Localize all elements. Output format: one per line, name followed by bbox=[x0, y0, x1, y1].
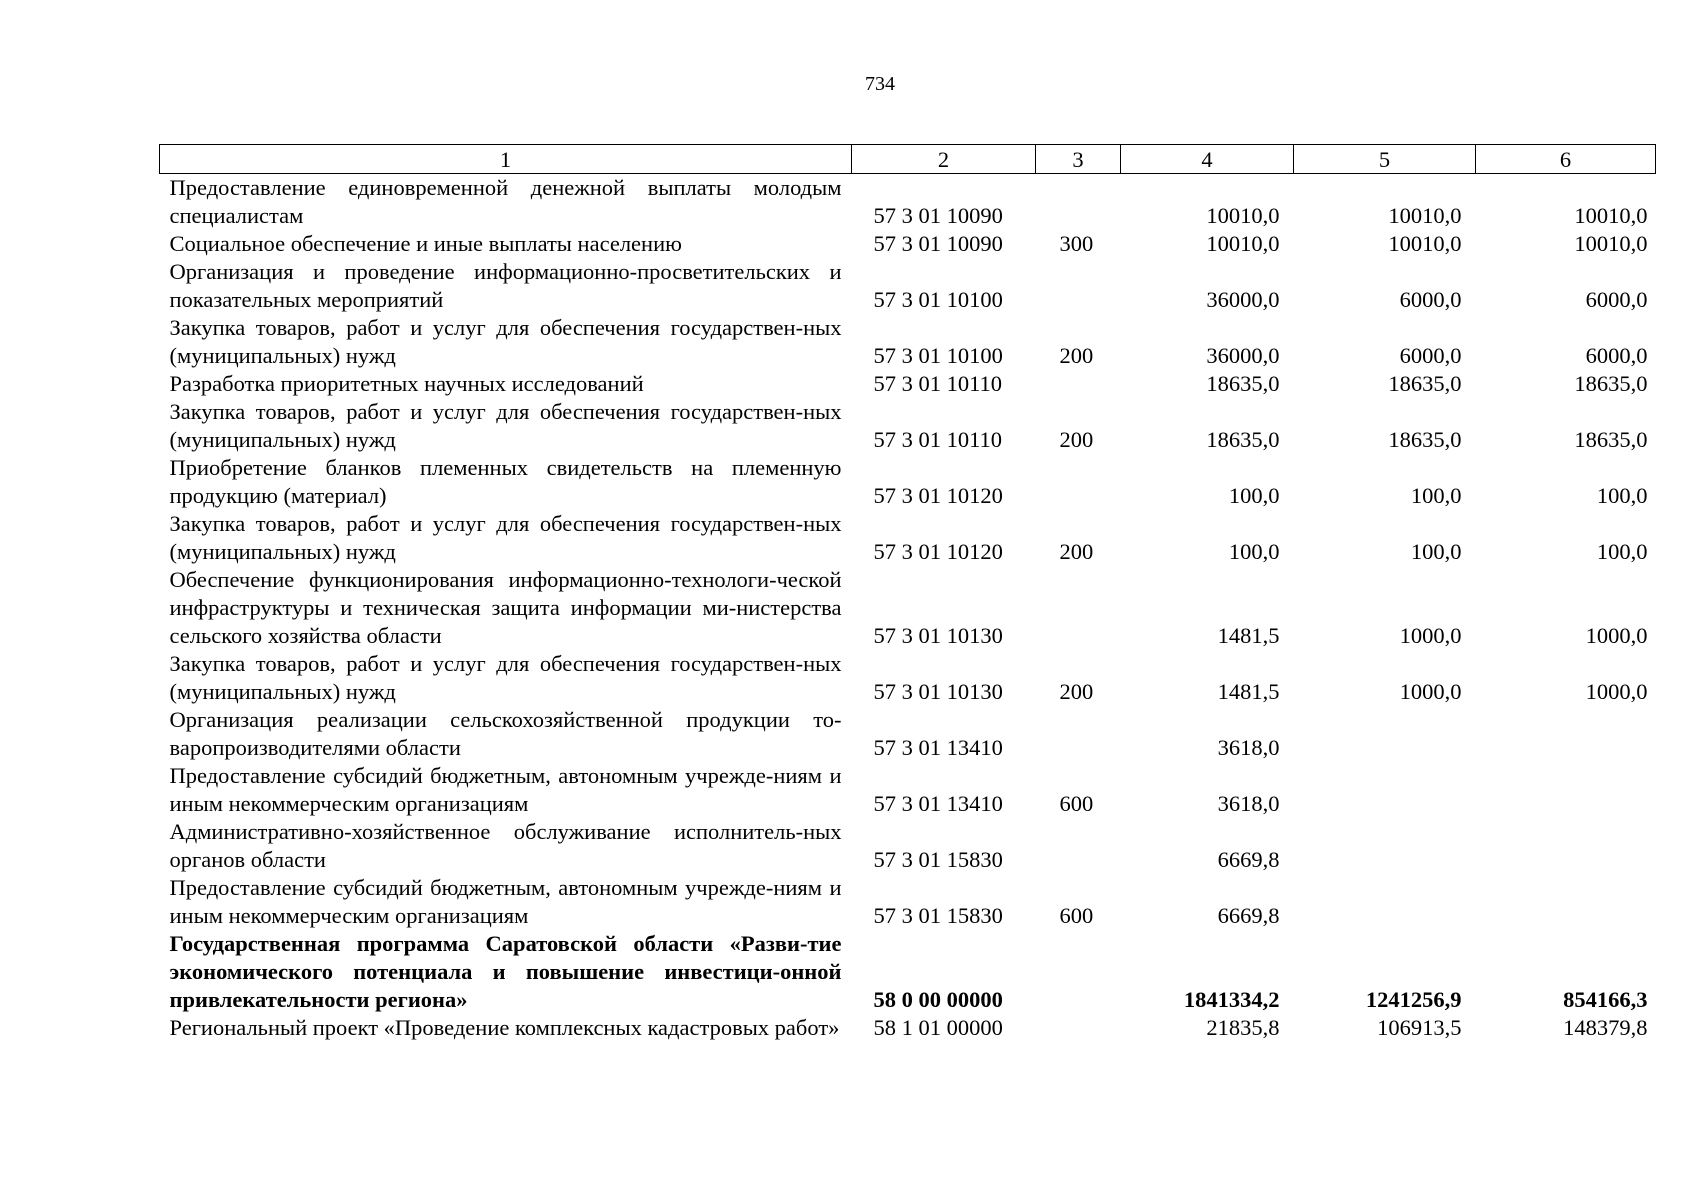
table-row bbox=[160, 230, 1656, 258]
row-amount-col5-cell bbox=[1294, 706, 1476, 762]
row-amount-col6-cell bbox=[1476, 706, 1656, 762]
table-row bbox=[160, 510, 1656, 566]
row-expense-type-cell bbox=[1036, 1014, 1121, 1042]
row-code-cell: 57 3 01 15830 bbox=[873, 847, 1003, 872]
row-amount-col6-cell: 10010,0 bbox=[1574, 231, 1648, 256]
column-header-6: 6 bbox=[1476, 145, 1656, 174]
row-name-cell: Закупка товаров, работ и услуг для обеспечения государствен-ных (муниципальных) нужд bbox=[169, 651, 842, 704]
row-expense-type-cell: 300 bbox=[1059, 231, 1094, 256]
row-amount-col6-cell: 854166,3 bbox=[1563, 987, 1648, 1012]
row-code-cell: 57 3 01 10090 bbox=[873, 231, 1003, 256]
row-name-cell: Государственная программа Саратовской области «Разви-тие экономического потенциала и повышение инвестици-онной привлекательности региона» bbox=[169, 931, 842, 1012]
table-row bbox=[160, 818, 1656, 874]
row-name-cell: Обеспечение функционирования информационно-технологи-ческой инфраструктуры и техническая защита информации ми-нистерства сельского хозяйства области bbox=[169, 567, 842, 648]
row-amount-col4-cell: 21835,8 bbox=[1206, 1015, 1280, 1040]
row-name-cell: Социальное обеспечение и иные выплаты населению bbox=[169, 231, 682, 256]
row-amount-col6-cell: 1000,0 bbox=[1585, 623, 1648, 648]
row-amount-col6-cell: 18635,0 bbox=[1574, 427, 1648, 452]
row-expense-type-cell: 600 bbox=[1059, 791, 1094, 816]
row-name-cell: Предоставление субсидий бюджетным, автономным учрежде-ниям и иным некоммерческим организациям bbox=[169, 763, 842, 816]
row-amount-col6-cell: 6000,0 bbox=[1585, 343, 1648, 368]
row-amount-col4-cell: 10010,0 bbox=[1206, 231, 1280, 256]
row-amount-col4-cell: 1481,5 bbox=[1217, 679, 1280, 704]
row-expense-type-cell: 200 bbox=[1059, 427, 1094, 452]
row-amount-col6-cell bbox=[1476, 818, 1656, 874]
row-expense-type-cell: 600 bbox=[1059, 903, 1094, 928]
row-expense-type-cell bbox=[1036, 930, 1121, 1014]
table-row bbox=[160, 174, 1656, 231]
table-header-row bbox=[160, 145, 1656, 174]
row-amount-col5-cell: 100,0 bbox=[1410, 539, 1462, 564]
table-row bbox=[160, 1014, 1656, 1042]
column-header-2: 2 bbox=[852, 145, 1036, 174]
table-row bbox=[160, 762, 1656, 818]
row-amount-col5-cell bbox=[1294, 762, 1476, 818]
row-name-cell: Административно-хозяйственное обслуживание исполнитель-ных органов области bbox=[169, 819, 842, 872]
table-row bbox=[160, 706, 1656, 762]
table-body bbox=[160, 174, 1656, 1043]
row-amount-col6-cell bbox=[1476, 762, 1656, 818]
row-expense-type-cell: 200 bbox=[1059, 539, 1094, 564]
row-name-cell: Закупка товаров, работ и услуг для обеспечения государствен-ных (муниципальных) нужд bbox=[169, 399, 842, 452]
table-row bbox=[160, 370, 1656, 398]
row-amount-col6-cell: 148379,8 bbox=[1563, 1015, 1648, 1040]
row-amount-col6-cell: 1000,0 bbox=[1585, 679, 1648, 704]
row-amount-col5-cell: 18635,0 bbox=[1388, 427, 1462, 452]
row-amount-col5-cell: 10010,0 bbox=[1388, 203, 1462, 228]
row-expense-type-cell bbox=[1036, 454, 1121, 510]
row-expense-type-cell bbox=[1036, 174, 1121, 231]
row-amount-col4-cell: 1481,5 bbox=[1217, 623, 1280, 648]
row-amount-col6-cell: 10010,0 bbox=[1574, 203, 1648, 228]
row-amount-col4-cell: 3618,0 bbox=[1217, 791, 1280, 816]
row-code-cell: 57 3 01 13410 bbox=[873, 735, 1003, 760]
row-amount-col6-cell: 18635,0 bbox=[1574, 371, 1648, 396]
table-row bbox=[160, 650, 1656, 706]
row-amount-col4-cell: 36000,0 bbox=[1206, 343, 1280, 368]
row-expense-type-cell: 200 bbox=[1059, 343, 1094, 368]
row-amount-col4-cell: 18635,0 bbox=[1206, 371, 1280, 396]
row-amount-col5-cell: 100,0 bbox=[1410, 483, 1462, 508]
row-code-cell: 57 3 01 10130 bbox=[873, 679, 1003, 704]
row-name-cell: Предоставление субсидий бюджетным, автономным учрежде-ниям и иным некоммерческим организациям bbox=[169, 875, 842, 928]
row-name-cell: Организация реализации сельскохозяйственной продукции то-варопроизводителями области bbox=[169, 707, 842, 760]
row-code-cell: 57 3 01 13410 bbox=[873, 791, 1003, 816]
row-code-cell: 57 3 01 10110 bbox=[873, 427, 1003, 452]
row-amount-col5-cell: 6000,0 bbox=[1399, 287, 1462, 312]
row-name-cell: Разработка приоритетных научных исследований bbox=[169, 371, 644, 396]
table-row bbox=[160, 398, 1656, 454]
table-row bbox=[160, 258, 1656, 314]
row-amount-col4-cell: 100,0 bbox=[1228, 483, 1280, 508]
row-amount-col5-cell bbox=[1294, 818, 1476, 874]
row-amount-col5-cell: 1000,0 bbox=[1399, 679, 1462, 704]
row-amount-col4-cell: 18635,0 bbox=[1206, 427, 1280, 452]
row-amount-col4-cell: 6669,8 bbox=[1217, 847, 1280, 872]
budget-table bbox=[159, 144, 1656, 1042]
row-code-cell: 57 3 01 10130 bbox=[873, 623, 1003, 648]
row-expense-type-cell bbox=[1036, 258, 1121, 314]
row-code-cell: 57 3 01 10090 bbox=[873, 203, 1003, 228]
column-header-5: 5 bbox=[1294, 145, 1476, 174]
row-code-cell: 57 3 01 10100 bbox=[873, 287, 1003, 312]
table-row bbox=[160, 566, 1656, 650]
row-expense-type-cell bbox=[1036, 566, 1121, 650]
row-amount-col5-cell bbox=[1294, 874, 1476, 930]
row-amount-col4-cell: 1841334,2 bbox=[1183, 987, 1280, 1012]
row-amount-col4-cell: 36000,0 bbox=[1206, 287, 1280, 312]
row-name-cell: Закупка товаров, работ и услуг для обеспечения государствен-ных (муниципальных) нужд bbox=[169, 315, 842, 368]
row-expense-type-cell: 200 bbox=[1059, 679, 1094, 704]
table-row bbox=[160, 314, 1656, 370]
row-expense-type-cell bbox=[1036, 818, 1121, 874]
row-code-cell: 57 3 01 10120 bbox=[873, 539, 1003, 564]
row-amount-col4-cell: 3618,0 bbox=[1217, 735, 1280, 760]
row-name-cell: Предоставление единовременной денежной выплаты молодым специалистам bbox=[169, 175, 842, 228]
row-amount-col4-cell: 10010,0 bbox=[1206, 203, 1280, 228]
table-row bbox=[160, 874, 1656, 930]
row-code-cell: 57 3 01 15830 bbox=[873, 903, 1003, 928]
row-amount-col6-cell: 6000,0 bbox=[1585, 287, 1648, 312]
table-row bbox=[160, 930, 1656, 1014]
row-amount-col5-cell: 1000,0 bbox=[1399, 623, 1462, 648]
row-name-cell: Закупка товаров, работ и услуг для обеспечения государствен-ных (муниципальных) нужд bbox=[169, 511, 842, 564]
row-amount-col5-cell: 10010,0 bbox=[1388, 231, 1462, 256]
row-amount-col5-cell: 106913,5 bbox=[1377, 1015, 1462, 1040]
page-number: 734 bbox=[865, 73, 895, 95]
row-amount-col6-cell bbox=[1476, 874, 1656, 930]
row-code-cell: 57 3 01 10100 bbox=[873, 343, 1003, 368]
row-code-cell: 57 3 01 10120 bbox=[873, 483, 1003, 508]
row-code-cell: 57 3 01 10110 bbox=[873, 371, 1003, 396]
row-expense-type-cell bbox=[1036, 706, 1121, 762]
row-expense-type-cell bbox=[1036, 370, 1121, 398]
row-amount-col4-cell: 100,0 bbox=[1228, 539, 1280, 564]
row-amount-col6-cell: 100,0 bbox=[1596, 539, 1648, 564]
row-code-cell: 58 1 01 00000 bbox=[873, 1015, 1003, 1040]
column-header-1: 1 bbox=[160, 145, 852, 174]
row-amount-col4-cell: 6669,8 bbox=[1217, 903, 1280, 928]
row-amount-col5-cell: 6000,0 bbox=[1399, 343, 1462, 368]
row-amount-col5-cell: 1241256,9 bbox=[1365, 987, 1462, 1012]
column-header-4: 4 bbox=[1121, 145, 1294, 174]
row-code-cell: 58 0 00 00000 bbox=[873, 987, 1003, 1012]
row-name-cell: Приобретение бланков племенных свидетельств на племенную продукцию (материал) bbox=[169, 455, 842, 508]
row-amount-col5-cell: 18635,0 bbox=[1388, 371, 1462, 396]
row-amount-col6-cell: 100,0 bbox=[1596, 483, 1648, 508]
column-header-3: 3 bbox=[1036, 145, 1121, 174]
row-name-cell: Региональный проект «Проведение комплексных кадастровых работ» bbox=[169, 1015, 840, 1040]
table-row bbox=[160, 454, 1656, 510]
row-name-cell: Организация и проведение информационно-просветительских и показательных мероприятий bbox=[169, 259, 842, 312]
